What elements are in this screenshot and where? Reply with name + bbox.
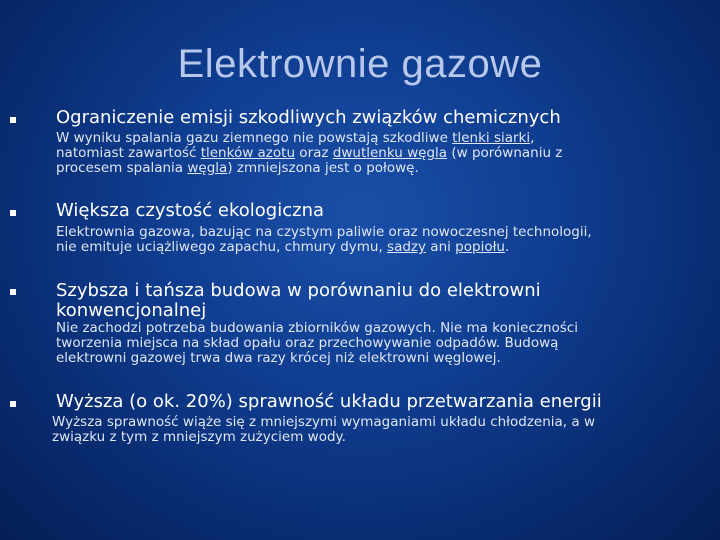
link-wegiel[interactable]: węgla	[187, 160, 228, 176]
section-body: Elektrownia gazowa, bazując na czystym paliwie oraz nowoczesnej technologii, nie emituje uciążliwego zapachu, chmury dymu, sadzy ani popiołu.	[56, 224, 592, 255]
section-heading: Szybsza i tańsza budowa w porównaniu do elektrowni konwencjonalnej	[56, 280, 541, 321]
slide-title: Elektrownie gazowe	[177, 42, 543, 86]
link-tlenki-azotu[interactable]: tlenków azotu	[200, 145, 296, 161]
link-dwutlenek-wegla[interactable]: dwutlenku węgla	[332, 145, 448, 161]
bullet-icon	[10, 289, 16, 295]
bullet-icon	[10, 210, 16, 216]
section-heading: Większa czystość ekologiczna	[56, 200, 325, 221]
section-heading: Wyższa (o ok. 20%) sprawność układu przetwarzania energii	[56, 391, 602, 412]
link-tlenki-siarki[interactable]: tlenki siarki	[452, 130, 531, 146]
link-popiol[interactable]: popiołu	[455, 239, 505, 255]
bullet-icon	[10, 401, 16, 407]
section-heading: Ograniczenie emisji szkodliwych związków chemicznych	[56, 107, 561, 128]
bullet-icon	[10, 117, 16, 123]
link-sadza[interactable]: sadzy	[387, 239, 426, 255]
section-body: W wyniku spalania gazu ziemnego nie powstają szkodliwe tlenki siarki, natomiast zawartość tlenków azotu oraz dwutlenku węgla (w porównaniu z procesem spalania węgla) zmniejszona jest o połowę.	[56, 130, 563, 176]
section-body: Nie zachodzi potrzeba budowania zbiorników gazowych. Nie ma konieczności tworzenia miejsca na skład opału oraz przechowywanie odpadów. Budową elektrowni gazowej trwa dwa razy krócej niż elektrowni węglowej.	[56, 320, 578, 366]
section-body: Wyższa sprawność wiąże się z mniejszymi wymaganiami układu chłodzenia, a w związku z tym z mniejszym zużyciem wody.	[52, 414, 595, 445]
